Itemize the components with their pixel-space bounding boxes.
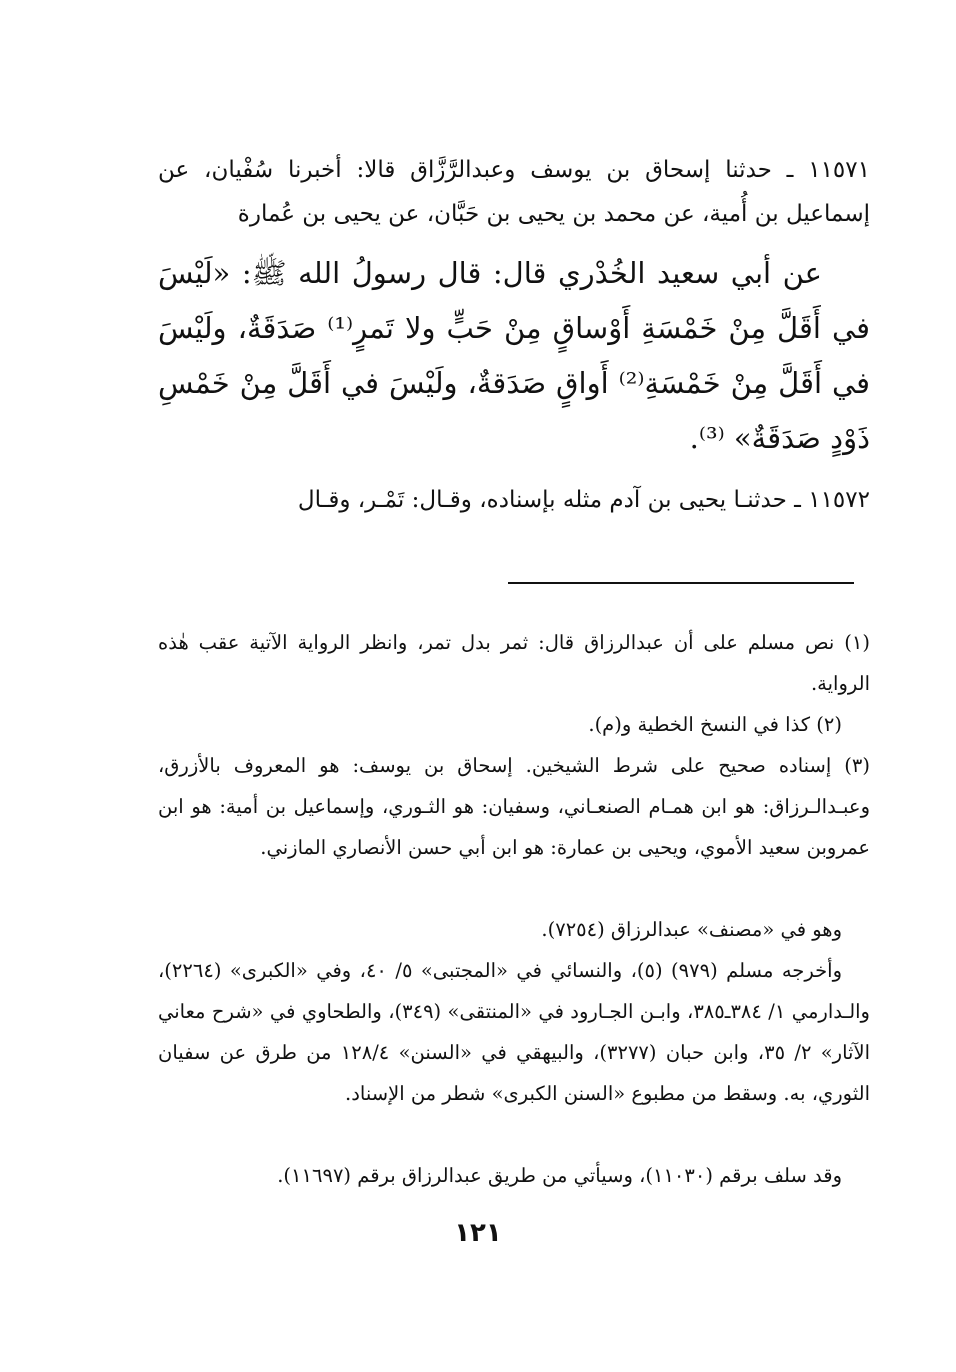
footnote-separator — [508, 582, 854, 584]
footnote-3: (٣) إسناده صحيح على شرط الشيخين. إسحاق بن يوسف: هو المعروف بالأزرق، وعبـدالـرزاق: هو ابن همـام الصنعـاني، وسفيان: هو الثـوري، وإسماعيل بن أمية: هو ابن عمروبن سعيد الأموي، ويحيى بن عمارة: هو ابن أبي حسن الأنصاري المازني. — [158, 754, 870, 859]
hadith-11571-matn: عن أبي سعيد الخُدْري قال: قال رسولُ الله ﷺ: «لَيْسَ في أَقَلَّ مِنْ خَمْسَةِ أَوْساقٍ مِنْ حَبٍّ ولا تَمرٍ⁽¹⁾ صَدَقَةٌ، ولَيْسَ في أَقَلَّ مِنْ خَمْسَةِ⁽²⁾ أَواقٍ صَدَقةٌ، ولَيْسَ في أَقَلَّ مِنْ خَمْسِ ذَوْدٍ صَدَقَةٌ» ⁽³⁾. — [158, 256, 870, 455]
footnote-1: (١) نص مسلم على أن عبدالرزاق قال: ثمر بدل تمر، وانظر الرواية الآتية عقب هٰذه الرواية. — [158, 631, 870, 695]
hadith-11571-isnad: ١١٥٧١ ـ حدثنا إسحاق بن يوسف وعبدالرَّزَّاق قالا: أخبرنا سُفْيان، عن إسماعيل بن أُمية، عن محمد بن يحيى بن حَبَّان، عن يحيى بن عُمارة — [158, 157, 870, 227]
footnote-2: (٢) كذا في النسخ الخطية و(م). — [588, 713, 842, 736]
page-number: ١٢١ — [454, 1218, 502, 1248]
footnote-3-crossref: وقد سلف برقم (١١٠٣٠)، وسيأتي من طريق عبدالرزاق برقم (١١٦٩٧). — [277, 1164, 842, 1187]
footnote-3-source: وهو في «مصنف» عبدالرزاق (٧٢٥٤). — [541, 918, 842, 941]
hadith-11572: ١١٥٧٢ ـ حدثنـا يحيى بن آدم مثله بإسناده، وقـال: تَمْـر، وقـال — [297, 487, 870, 513]
footnote-3-takhrij: وأخرجه مسلم (٩٧٩) (٥)، والنسائي في «المجتبى» ٥/ ٤٠، وفي «الكبرى» (٢٢٦٤)، والـدارمي ١/ ٣٨٤ـ٣٨٥، وابـن الجـارود في «المنتقى» (٣٤٩)، والطحاوي في «شرح معاني الآثار» ٢/ ٣٥، وابن حبان (٣٢٧٧)، والبيهقي في «السنن» ١٢٨/٤ من طرق عن سفيان الثوري، به. وسقط من مطبوع «السنن الكبرى» شطر من الإسناد. — [158, 959, 870, 1105]
